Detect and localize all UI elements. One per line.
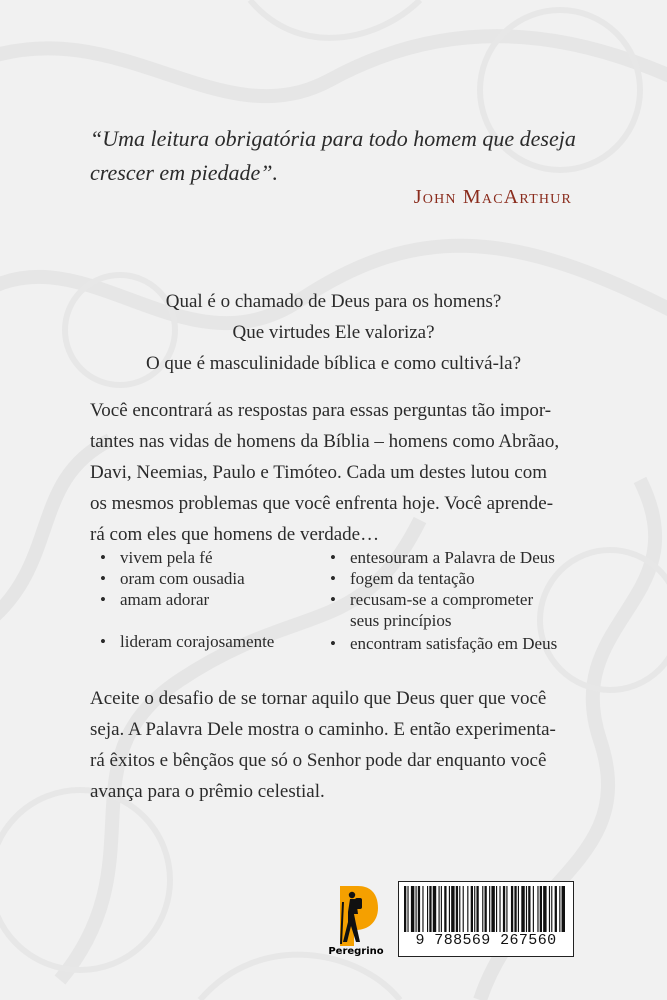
isbn-number: 9 788569 267560 [415, 932, 557, 949]
paragraph-line: Você encontrará as respostas para essas perguntas tão impor- [90, 400, 552, 421]
barcode-bar [551, 886, 552, 932]
question-1: Qual é o chamado de Deus para os homens? [165, 291, 502, 312]
barcode-bar [471, 886, 473, 932]
bullet-item: • amam adorar [100, 589, 209, 610]
barcode-bar [540, 886, 542, 932]
barcode-bar [433, 886, 436, 932]
barcode-bar [499, 886, 500, 932]
barcode-bar [456, 886, 458, 932]
barcode-bar [485, 886, 487, 932]
barcode-bar [521, 886, 524, 932]
paragraph-line: rá com eles que homens de verdade… [90, 524, 380, 545]
barcode-bar [441, 886, 442, 932]
barcode-bar [449, 886, 450, 932]
barcode-bar [514, 886, 516, 932]
barcode-bar [459, 886, 460, 932]
barcode-bar [467, 886, 468, 932]
bullet-item: • vivem pela fé [100, 547, 213, 568]
barcode-bar [506, 886, 507, 932]
barcode-bar [562, 886, 565, 932]
barcode-bar [496, 886, 497, 932]
closing-paragraph [90, 683, 590, 807]
barcode-bar [463, 886, 464, 932]
barcode-bar [559, 886, 560, 932]
questions-block [60, 286, 607, 379]
publisher-name: Peregrino [328, 946, 384, 957]
quote-author: John MacArthur [413, 186, 572, 208]
question-3: O que é masculinidade bíblica e como cultivá-la? [145, 353, 522, 374]
barcode-bar [528, 886, 530, 932]
barcode-bar [404, 886, 406, 932]
barcode [398, 881, 574, 957]
bullet-item-continuation: seus princípios [350, 611, 452, 630]
paragraph-line: Aceite o desafio de se tornar aquilo que Deus quer que você [90, 688, 547, 709]
barcode-bar [555, 886, 557, 932]
intro-paragraph [90, 395, 590, 550]
bullet-item: • entesouram a Palavra de Deus [330, 547, 555, 568]
quote-line-1: “Uma leitura obrigatória para todo homem que deseja [90, 126, 576, 151]
barcode-bar [411, 886, 414, 932]
bullet-item: • oram com ousadia [100, 568, 245, 589]
bullet-item: • fogem da tentação [330, 568, 475, 589]
barcode-bar [451, 886, 454, 932]
barcode-bar [518, 886, 519, 932]
question-2: Que virtudes Ele valoriza? [232, 322, 435, 343]
barcode-bar [489, 886, 490, 932]
bullet-item: • lideram corajosamente [100, 631, 274, 652]
barcode-bar [533, 886, 534, 932]
barcode-bar [537, 886, 538, 932]
paragraph-line: Davi, Neemias, Paulo e Timóteo. Cada um destes lutou com [90, 462, 548, 483]
barcode-bar [543, 886, 546, 932]
paragraph-line: seja. A Palavra Dele mostra o caminho. E então experimenta- [90, 719, 556, 740]
barcode-bar [416, 886, 417, 932]
barcode-bars [402, 886, 570, 932]
barcode-bar [418, 886, 420, 932]
barcode-bar [427, 886, 428, 932]
barcode-bar [407, 886, 408, 932]
paragraph-line: avança para o prêmio celestial. [90, 781, 325, 802]
barcode-bar [439, 886, 440, 932]
bullet-item: • recusam-se a comprometer [330, 589, 533, 610]
barcode-bar [429, 886, 431, 932]
barcode-bar [444, 886, 446, 932]
barcode-bar [476, 886, 478, 932]
paragraph-line: os mesmos problemas que você enfrenta hoje. Você aprende- [90, 493, 554, 514]
barcode-bar [526, 886, 527, 932]
barcode-bar [491, 886, 494, 932]
paragraph-line: tantes nas vidas de homens da Bíblia – homens como Abrãao, [90, 431, 560, 452]
barcode-bar [474, 886, 475, 932]
barcode-bar [503, 886, 505, 932]
quote-line-2: crescer em piedade”. [90, 160, 278, 185]
bullet-item: • encontram satisfação em Deus [330, 633, 557, 654]
barcode-bar [549, 886, 550, 932]
barcode-bar [511, 886, 513, 932]
barcode-bar [482, 886, 483, 932]
barcode-bar [422, 886, 423, 932]
paragraph-line: rá êxitos e bênçãos que só o Senhor pode dar enquanto você [90, 750, 547, 771]
endorsement-quote [90, 122, 590, 190]
